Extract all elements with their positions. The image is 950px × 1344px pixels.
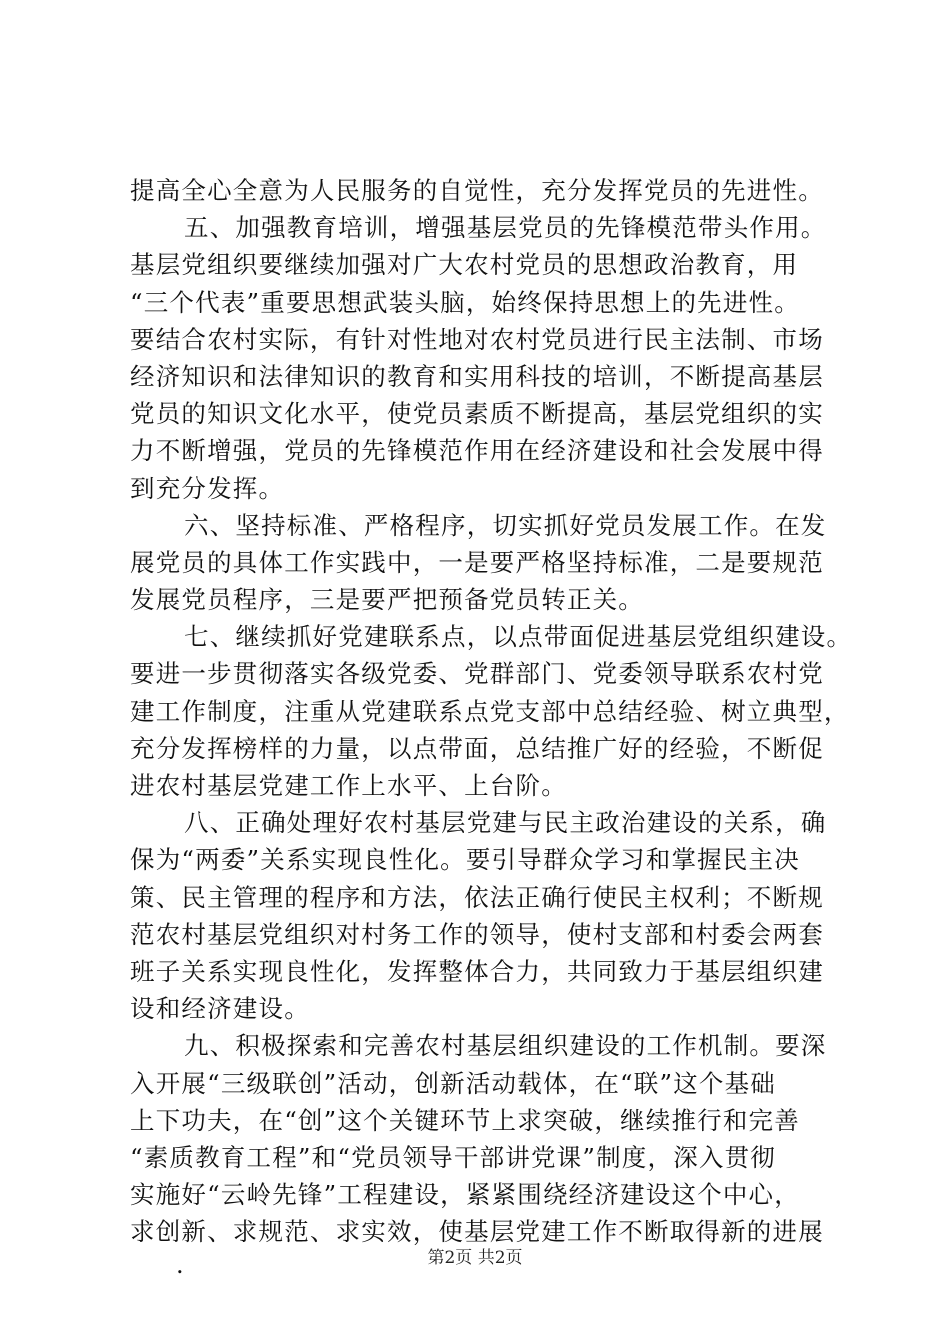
text-line: 展党员的具体工作实践中，一是要严格坚持标准，二是要规范	[130, 547, 824, 577]
text-line: “素质教育工程”和“党员领导干部讲党课”制度，深入贯彻	[130, 1142, 776, 1172]
text-line: “三个代表”重要思想武装头脑，始终保持思想上的先进性。	[130, 287, 800, 317]
text-line: 要结合农村实际，有针对性地对农村党员进行民主法制、市场	[130, 324, 824, 354]
trailing-period: .	[176, 1251, 184, 1280]
text-line: 到充分发挥。	[130, 473, 285, 503]
text-line: 要进一步贯彻落实各级党委、党群部门、党委领导联系农村党	[130, 659, 824, 689]
text-line: 经济知识和法律知识的教育和实用科技的培训，不断提高基层	[130, 361, 824, 391]
text-line: 范农村基层党组织对村务工作的领导，使村支部和村委会两套	[130, 919, 824, 949]
text-line: 八、正确处理好农村基层党建与民主政治建设的关系，确	[184, 808, 827, 838]
text-line: 提高全心全意为人民服务的自觉性，充分发挥党员的先进性。	[130, 176, 824, 205]
text-line: 入开展“三级联创”活动，创新活动载体，在“联”这个基础	[130, 1068, 776, 1098]
text-line: 五、加强教育培训，增强基层党员的先锋模范带头作用。	[184, 213, 827, 243]
text-line: 建工作制度，注重从党建联系点党支部中总结经验、树立典型，	[130, 696, 850, 726]
document-body	[130, 172, 853, 1280]
text-line: 进农村基层党建工作上水平、上台阶。	[130, 771, 567, 800]
text-line: 上下功夫，在“创”这个关键环节上求突破，继续推行和完善	[130, 1105, 800, 1135]
text-line: 党员的知识文化水平，使党员素质不断提高，基层党组织的实	[130, 399, 824, 429]
text-line: 求创新、求规范、求实效，使基层党建工作不断取得新的进展	[130, 1217, 824, 1247]
text-line: 策、民主管理的程序和方法，依法正确行使民主权利；不断规	[130, 882, 824, 912]
text-line: 六、坚持标准、严格程序，切实抓好党员发展工作。在发	[184, 510, 827, 540]
text-line: 七、继续抓好党建联系点，以点带面促进基层党组织建设。	[184, 622, 853, 652]
text-line: 充分发挥榜样的力量，以点带面，总结推广好的经验，不断促	[130, 733, 824, 763]
text-line: 设和经济建设。	[130, 994, 310, 1024]
text-line: 力不断增强，党员的先锋模范作用在经济建设和社会发展中得	[130, 436, 824, 466]
text-line: 基层党组织要继续加强对广大农村党员的思想政治教育，用	[130, 250, 799, 280]
text-line: 实施好“云岭先锋”工程建设，紧紧围绕经济建设这个中心，	[130, 1180, 800, 1210]
text-line: 班子关系实现良性化，发挥整体合力，共同致力于基层组织建	[130, 956, 824, 986]
text-line: 保为“两委”关系实现良性化。要引导群众学习和掌握民主决	[130, 845, 800, 875]
text-line: 九、积极探索和完善农村基层组织建设的工作机制。要深	[184, 1031, 827, 1061]
page-footer: 第2页 共2页	[427, 1248, 523, 1268]
text-line: 发展党员程序，三是要严把预备党员转正关。	[130, 585, 644, 615]
